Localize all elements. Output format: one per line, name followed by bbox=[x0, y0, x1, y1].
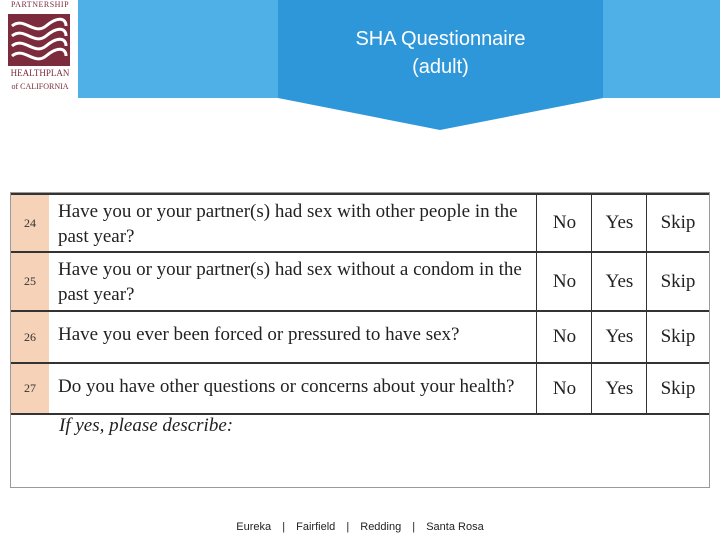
question-number: 26 bbox=[11, 312, 49, 362]
footer-location: Eureka bbox=[236, 521, 272, 533]
question-row bbox=[11, 195, 709, 253]
questionnaire-scan bbox=[10, 192, 710, 488]
partnership-logo bbox=[8, 0, 72, 98]
slide-title-line2: (adult) bbox=[412, 56, 469, 78]
question-text: Have you or your partner(s) had sex without a condom in the past year? bbox=[58, 259, 522, 305]
logo-top-text: PARTNERSHIP bbox=[10, 0, 70, 9]
slide-title-line1: SHA Questionnaire bbox=[355, 28, 526, 50]
footer-locations bbox=[0, 521, 720, 533]
option-yes[interactable]: Yes bbox=[591, 364, 647, 413]
question-text: Have you ever been forced or pressured to have sex? bbox=[58, 324, 460, 345]
footer-location: Fairfield bbox=[296, 521, 336, 533]
option-yes[interactable]: Yes bbox=[591, 253, 647, 310]
question-row bbox=[11, 312, 709, 364]
option-yes[interactable]: Yes bbox=[591, 312, 647, 362]
option-yes[interactable]: Yes bbox=[591, 195, 647, 251]
footer-location: Santa Rosa bbox=[426, 521, 484, 533]
option-skip[interactable]: Skip bbox=[646, 312, 709, 362]
option-no[interactable]: No bbox=[536, 364, 592, 413]
option-skip[interactable]: Skip bbox=[646, 253, 709, 310]
question-number: 27 bbox=[11, 364, 49, 413]
footer-separator: | bbox=[346, 521, 350, 533]
logo-mid-text: HEALTHPLAN bbox=[10, 68, 70, 78]
question-text: Have you or your partner(s) had sex with other people in the past year? bbox=[58, 201, 518, 247]
question-text: Do you have other questions or concerns about your health? bbox=[58, 376, 515, 397]
footer-location: Redding bbox=[360, 521, 402, 533]
describe-prompt: If yes, please describe: bbox=[59, 415, 234, 436]
logo-bottom-text: of CALIFORNIA bbox=[11, 82, 69, 91]
footer-separator: | bbox=[282, 521, 286, 533]
question-row bbox=[11, 253, 709, 312]
question-number: 24 bbox=[11, 195, 49, 251]
option-no[interactable]: No bbox=[536, 195, 592, 251]
option-skip[interactable]: Skip bbox=[646, 195, 709, 251]
logo-emblem bbox=[8, 14, 70, 66]
slide-title bbox=[278, 25, 603, 81]
option-no[interactable]: No bbox=[536, 312, 592, 362]
question-number: 25 bbox=[11, 253, 49, 310]
option-no[interactable]: No bbox=[536, 253, 592, 310]
option-skip[interactable]: Skip bbox=[646, 364, 709, 413]
question-row bbox=[11, 364, 709, 415]
logo-waves-icon bbox=[8, 14, 70, 66]
footer-separator: | bbox=[412, 521, 416, 533]
